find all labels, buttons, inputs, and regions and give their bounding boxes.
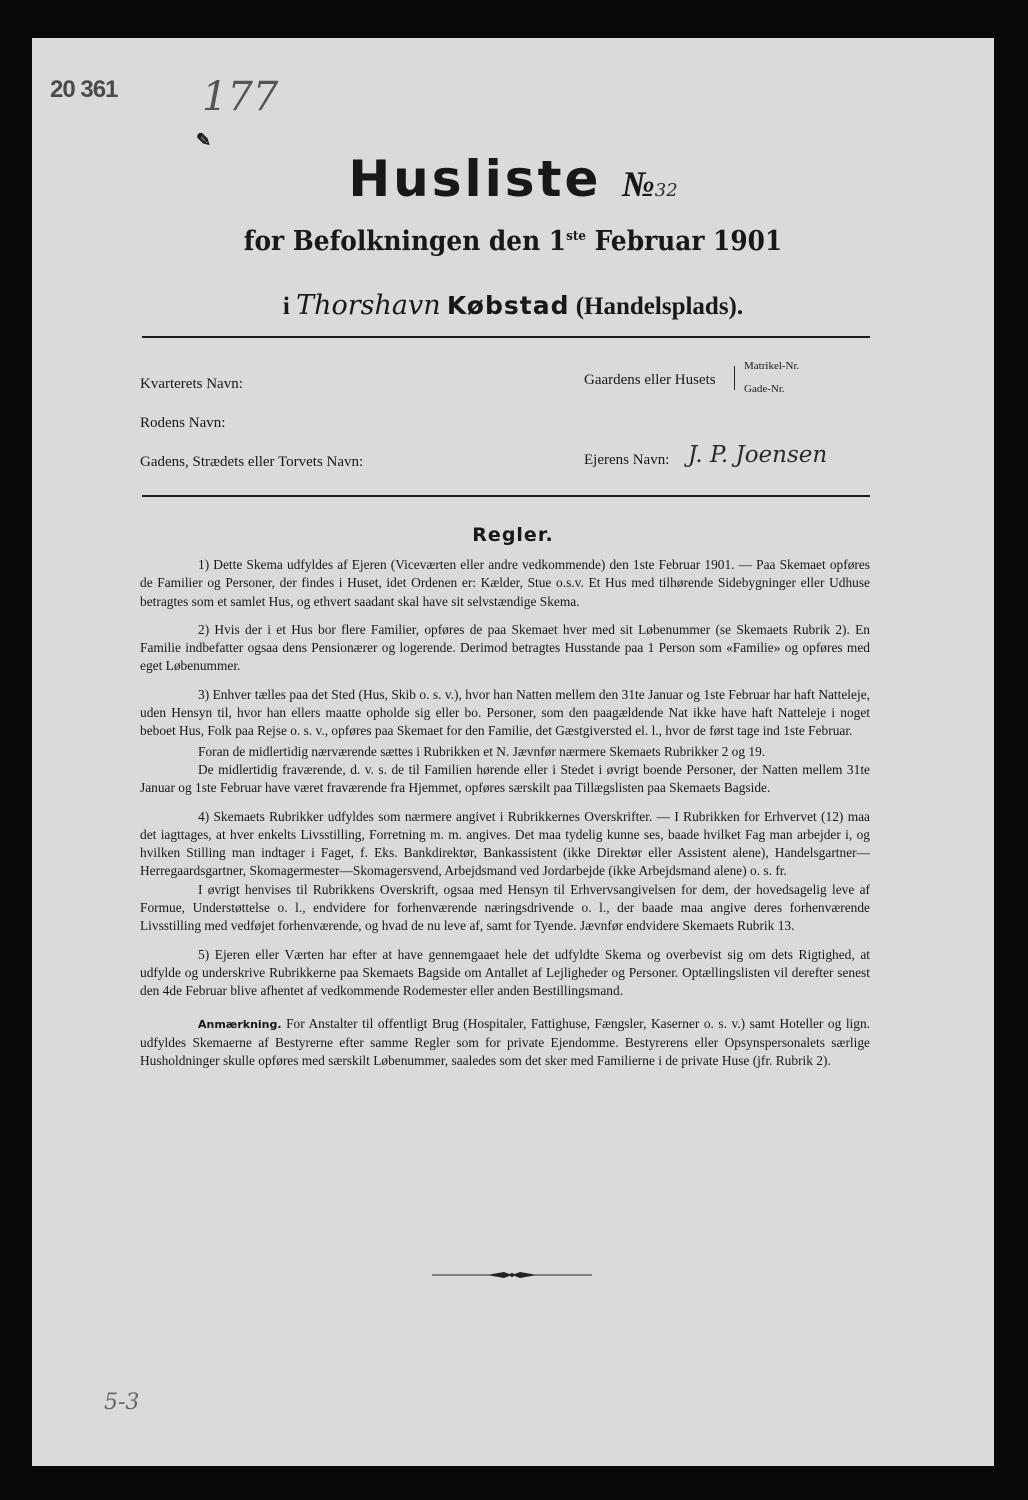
- subtitle-sup: ste: [566, 229, 586, 244]
- divider-top: [142, 336, 870, 338]
- rule-paragraph: Foran de midlertidig nærværende sættes i Rubrikken et N. Jævnfør nærmere Skemaets Rubrikker 2 og 19.: [198, 743, 766, 759]
- kvarter-label: Kvarterets Navn:: [140, 376, 243, 392]
- place-line: [32, 290, 994, 321]
- note-paragraph: [140, 1015, 870, 1071]
- place-prefix: i: [282, 293, 290, 320]
- roden-label: Rodens Navn:: [140, 415, 226, 431]
- rule-paragraph: 5) Ejeren eller Værten har efter at have gennemgaaet hele det udfyldte Skema og overbevist sig om dets Rigtighed, at udfylde og underskrive Rubrikkerne paa Skemaets Bagside om Antallet af Lejligheder og Personer. Optællingslisten vil derefter senest den 4de Februar blive afhentet af vedkommende Rodemester eller anden Bestillingsmand.: [140, 946, 870, 999]
- number-label: №: [621, 164, 655, 204]
- page-title: [32, 150, 994, 208]
- gade-label: Gadens, Strædets eller Torvets Navn:: [140, 454, 364, 470]
- matrikel-label: Matrikel-Nr.: [744, 360, 800, 372]
- gade-nr-label: Gade-Nr.: [744, 383, 785, 395]
- owner-name-handwritten: J. P. Joensen: [688, 442, 828, 468]
- rule-paragraph: 2) Hvis der i et Hus bor flere Familier, opføres de paa Skemaet hver med sit Løbenummer (se Skemaets Rubrik 2). En Familie indbefatter ogsaa dens Pensionærer og logerende. Derimod betragtes Husstande paa 1 Person som «Familie» og opføres med eget Løbenummer.: [140, 621, 870, 674]
- pencil-note: 5-3: [104, 1390, 140, 1415]
- subtitle-post: Februar 1901: [594, 226, 783, 257]
- rules-body: [140, 556, 870, 1080]
- note-text: For Anstalter til offentligt Brug (Hospitaler, Fattighuse, Fængsler, Kaserner o. s. v.) samt Hoteller og lign. udfyldes Skemaerne af Bestyrerne efter samme Regler som for private Ejendomme. Bestyrerens eller Opsynspersonalets særlige Husholdninger skulle opføres med særskilt Løbenummer, saaledes som det sker med Familierne i de private Huse (jfr. Rubrik 2).: [140, 1015, 870, 1069]
- place-type: Købstad: [446, 291, 570, 320]
- rules-heading: Regler.: [472, 524, 554, 546]
- ink-mark-icon: ✎: [196, 130, 212, 150]
- subtitle-pre: for Befolkningen den 1: [243, 226, 567, 257]
- rule-paragraph: I øvrigt henvises til Rubrikkens Overskrift, ogsaa med Hensyn til Erhvervsangivelsen for dem, der hovedsagelig leve af Formue, Understøttelse o. l., endvidere for forhenværende næringsdrivende o. l., der baade maa angive deres forhenværende Livsstilling med vedføjet forhenværende, og hvad de nu leve af, samt for Tyende. Jævnfør endvidere Skemaets Rubrik 13.: [140, 881, 870, 934]
- gaard-label: Gaardens eller Husets: [584, 372, 716, 388]
- subtitle: [70, 226, 955, 257]
- rule-paragraph: De midlertidig fraværende, d. v. s. de til Familien hørende eller i Stedet i øvrigt boende Personer, der Natten mellem 31te Januar og 1ste Februar have været fraværende fra Hjemmet, opføres særskilt paa Tillægslisten paa Skemaets Bagside.: [140, 761, 870, 796]
- rule-paragraph: 4) Skemaets Rubrikker udfyldes som nærmere angivet i Rubrikkernes Overskrifter. — I Rubrikken for Erhvervet (12) maa det iagttages, at hver enkelts Livsstilling, Forretning m. m. angives. Det maa tydelig kunne ses, baade hvilket Fag man arbejder i, og hvilken Stilling man indtager i Faget, f. Eks. Bankdirektør, Bankassistent (ikke Direktør eller Assistent alene), Handelsgartner—Herregaardsgartner, Skomagermester—Skomagersvend, Arbejdsmand ved Jordarbejde (ikke Arbejdsmand alene) o. s. fr.: [140, 808, 870, 879]
- title-text: Husliste: [348, 150, 602, 208]
- ornament-divider-icon: [432, 1270, 592, 1280]
- divider-middle: [142, 495, 870, 497]
- brace: [734, 366, 740, 390]
- rule-paragraph: 1) Dette Skema udfyldes af Ejeren (Viceværten eller andre vedkommende) den 1ste Februar 1901. — Paa Skemaet opføres de Familier og Personer, der findes i Huset, idet Ordenen er: Kælder, Stue o.s.v. Et Hus med tilhørende Sidebygninger eller Udhuse betragtes som et samlet Hus, og ethvert saadant skal have sit selvstændige Skema.: [140, 557, 870, 609]
- town-handwritten: Thorshavn: [296, 290, 441, 321]
- place-suffix: (Handelsplads).: [575, 293, 744, 320]
- handwritten-number: 177: [202, 74, 279, 120]
- census-form-page: [32, 38, 994, 1466]
- list-number: 32: [654, 180, 678, 201]
- ejer-label: Ejerens Navn:: [584, 452, 670, 468]
- archive-stamp-number: 20 361: [50, 76, 118, 103]
- rule-paragraph: 3) Enhver tælles paa det Sted (Hus, Skib o. s. v.), hvor han Natten mellem den 31te Januar og 1ste Februar har haft Natteleje, uden Hensyn til, hvor han ellers maatte opholde sig eller bo. Personer, som den paagældende Nat ikke have haft Natteleje i noget beboet Hus, Folk paa Rejse o. s. v., opføres paa Skemaet for den Familie, det Gæstgiversted el. l., hvor de først tage ind 1ste Februar.: [140, 686, 870, 739]
- note-label: Anmærkning.: [198, 1017, 282, 1031]
